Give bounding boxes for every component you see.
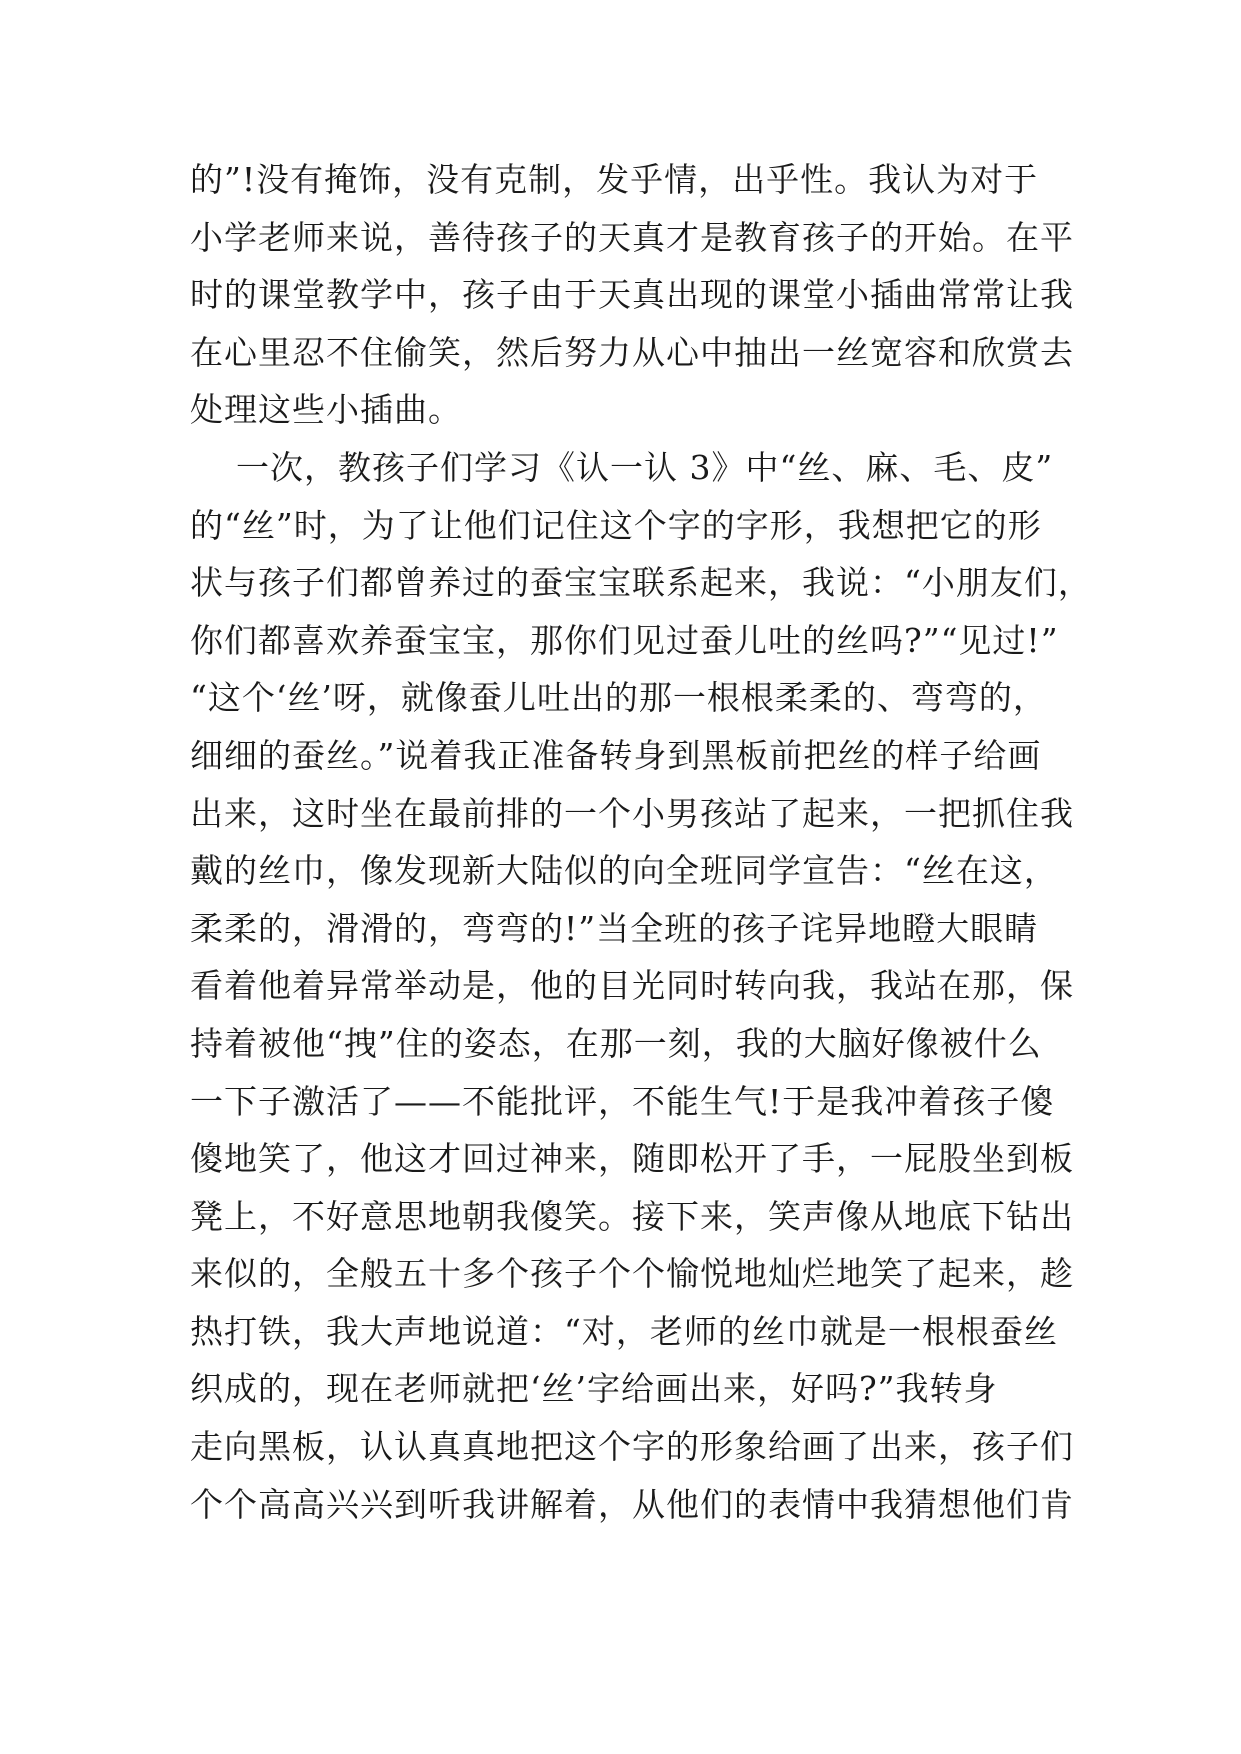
text-line: 看着他着异常举动是，他的目光同时转向我，我站在那，保 <box>190 966 1074 1006</box>
text-line: 小学老师来说，善待孩子的天真才是教育孩子的开始。在平 <box>190 217 1074 257</box>
text-line: 柔柔的，滑滑的，弯弯的!”当全班的孩子诧异地瞪大眼睛 <box>190 908 1039 948</box>
body-text <box>190 151 1092 1533</box>
text-line: 织成的，现在老师就把‘丝’字给画出来，好吗?”我转身 <box>190 1369 998 1409</box>
text-line: 一下子激活了——不能批评，不能生气!于是我冲着孩子傻 <box>190 1081 1055 1121</box>
text-line: 傻地笑了，他这才回过神来，随即松开了手，一屁股坐到板 <box>190 1139 1074 1179</box>
text-line: 个个高高兴兴到听我讲解着，从他们的表情中我猜想他们肯 <box>190 1484 1074 1524</box>
text-line: 状与孩子们都曾养过的蚕宝宝联系起来，我说：“小朋友们， <box>190 563 1092 603</box>
text-line: “这个‘丝’呀，就像蚕儿吐出的那一根根柔柔的、弯弯的， <box>190 678 1047 718</box>
text-line: 一次，教孩子们学习《认一认 3》中“丝、麻、毛、皮” <box>190 447 1054 487</box>
text-line: 在心里忍不住偷笑，然后努力从心中抽出一丝宽容和欣赏去 <box>190 332 1074 372</box>
text-line: 凳上，不好意思地朝我傻笑。接下来，笑声像从地底下钻出 <box>190 1196 1074 1236</box>
text-line: 热打铁，我大声地说道：“对，老师的丝巾就是一根根蚕丝 <box>190 1311 1058 1351</box>
text-line: 的”!没有掩饰，没有克制，发乎情，出乎性。我认为对于 <box>190 160 1039 199</box>
text-line: 持着被他“拽”住的姿态，在那一刻，我的大脑好像被什么 <box>190 1023 1042 1063</box>
text-line: 出来，这时坐在最前排的一个小男孩站了起来，一把抓住我 <box>190 793 1074 833</box>
text-line: 时的课堂教学中，孩子由于天真出现的课堂小插曲常常让我 <box>190 275 1074 315</box>
text-line: 来似的，全般五十多个孩子个个愉悦地灿烂地笑了起来，趁 <box>190 1254 1074 1294</box>
text-line: 处理这些小插曲。 <box>190 390 462 430</box>
text-line: 的“丝”时，为了让他们记住这个字的字形，我想把它的形 <box>190 505 1042 545</box>
text-line: 戴的丝巾，像发现新大陆似的向全班同学宣告：“丝在这， <box>190 851 1058 891</box>
text-line: 细细的蚕丝。”说着我正准备转身到黑板前把丝的样子给画 <box>190 735 1042 775</box>
text-line: 你们都喜欢养蚕宝宝，那你们见过蚕儿吐的丝吗?”“见过!” <box>190 620 1059 660</box>
text-line: 走向黑板，认认真真地把这个字的形象给画了出来，孩子们 <box>190 1427 1074 1467</box>
